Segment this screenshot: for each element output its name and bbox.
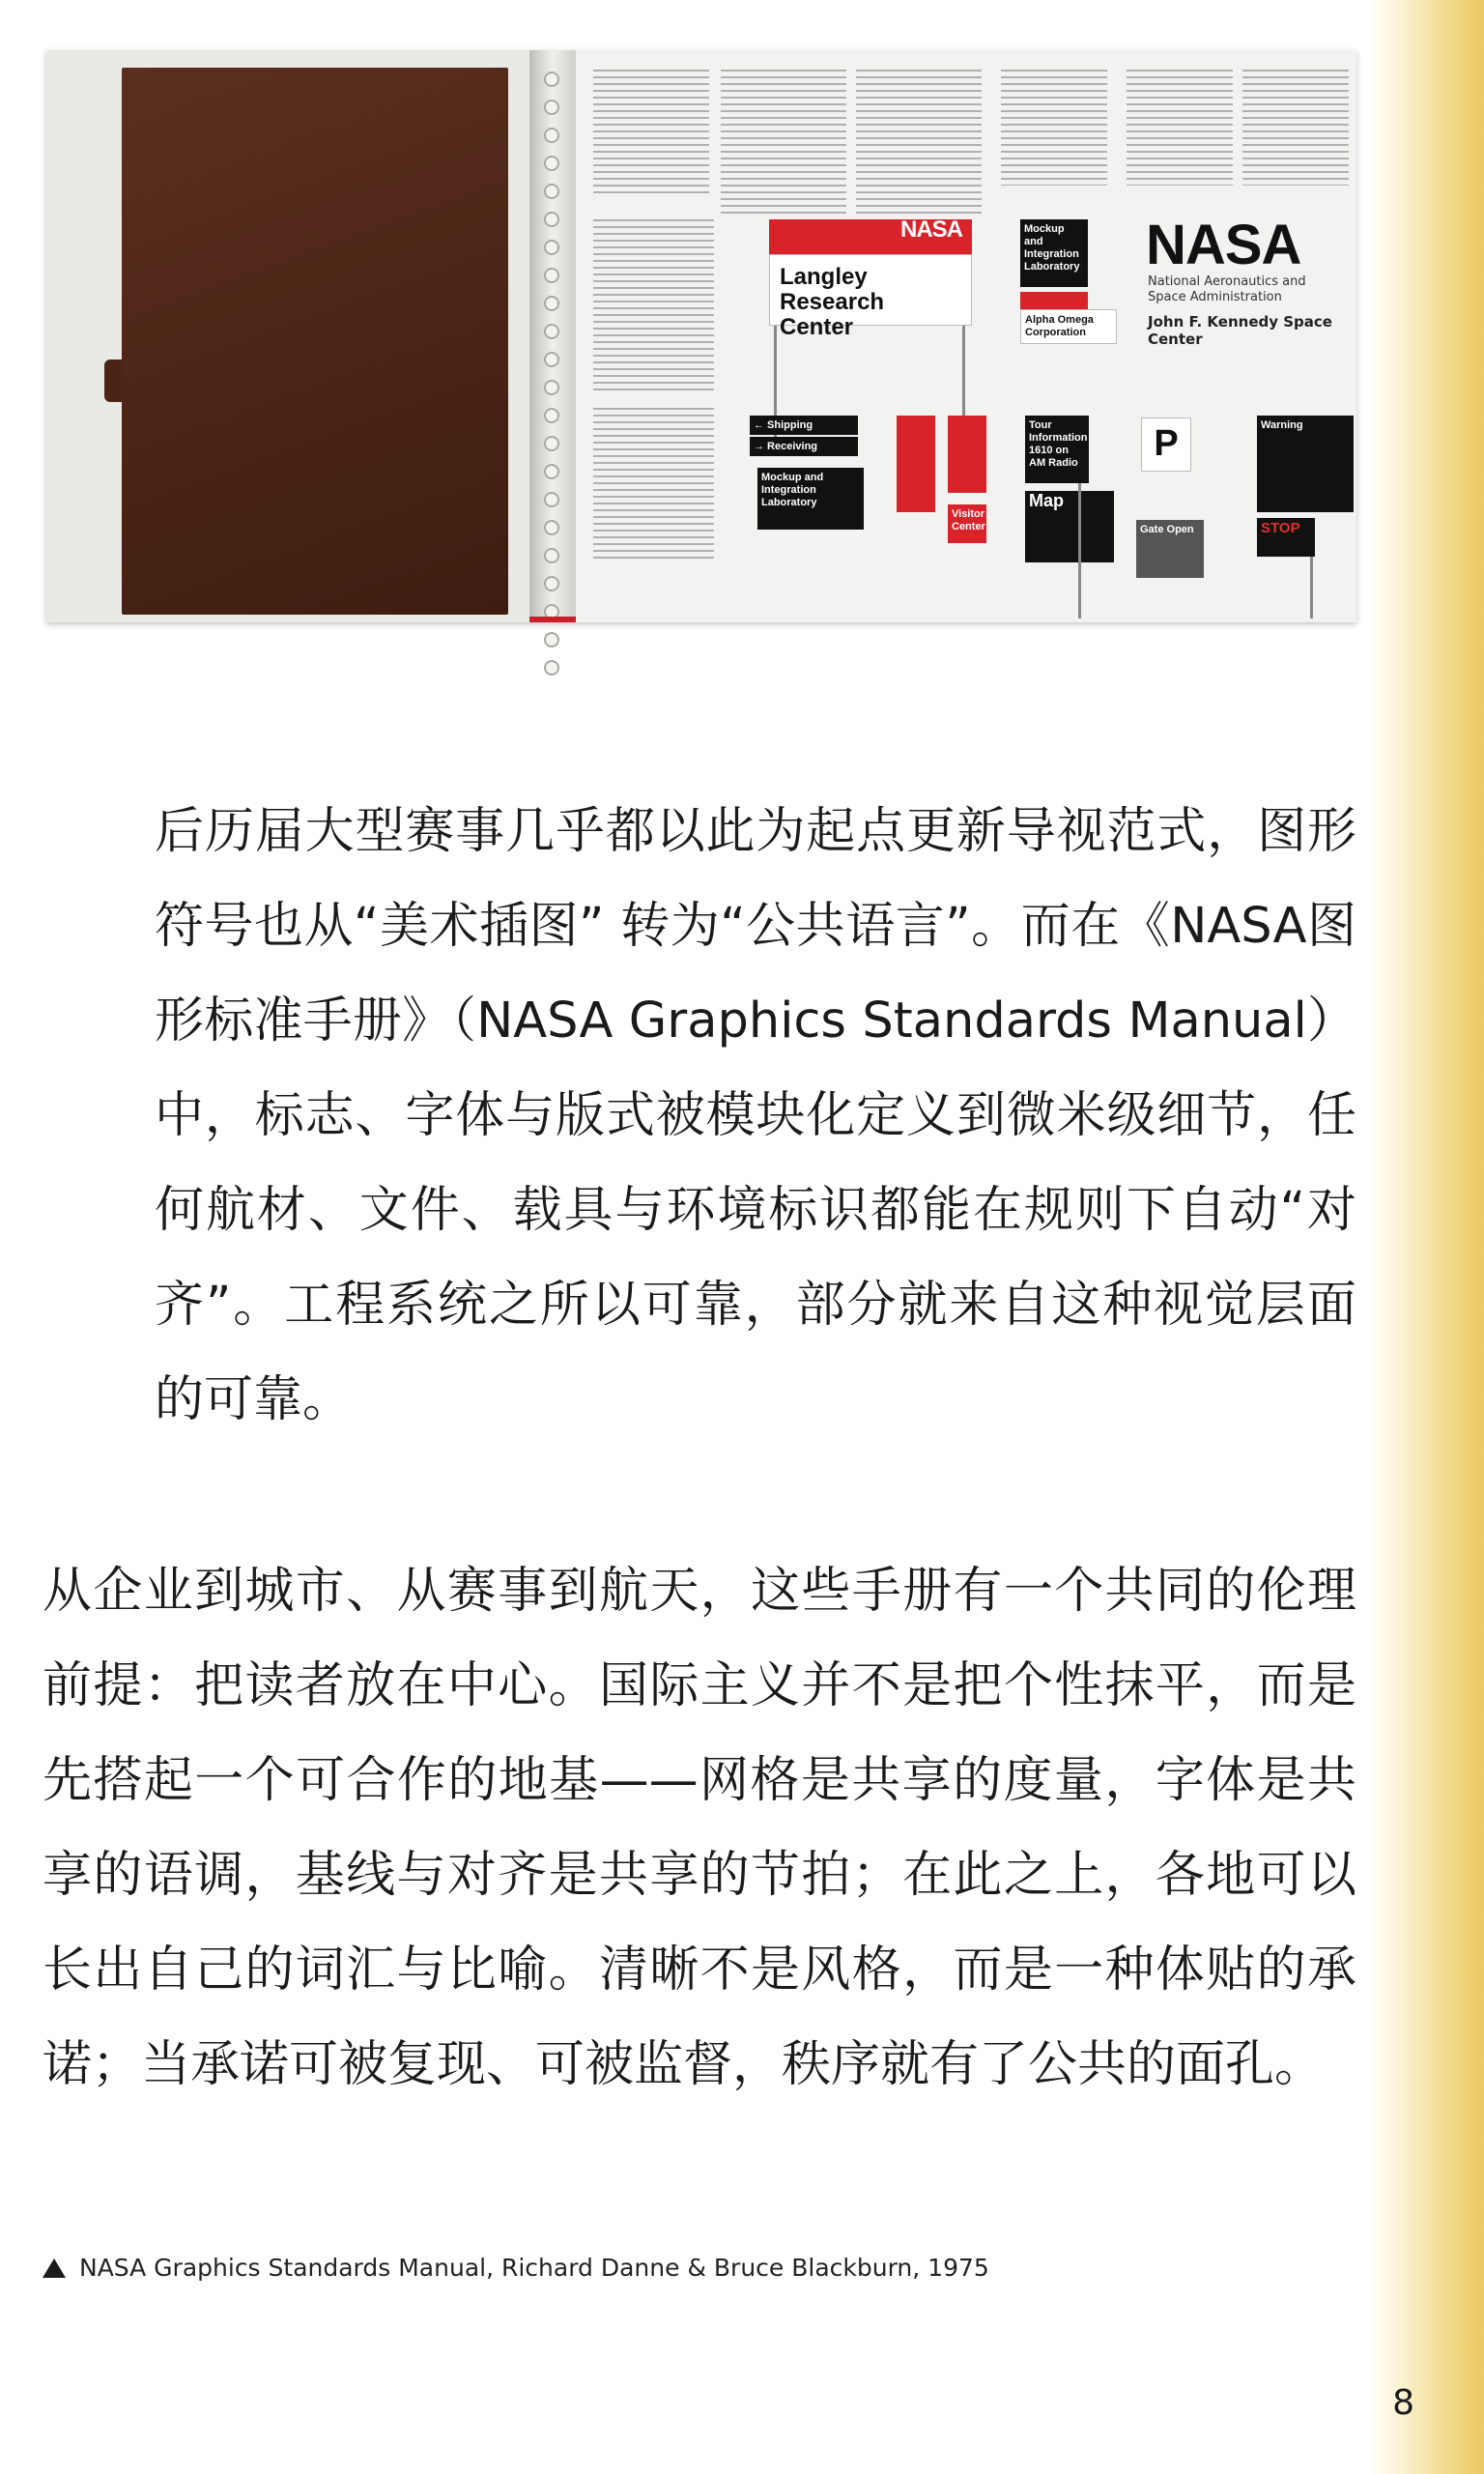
alpha-sign bbox=[1020, 309, 1117, 344]
article-paragraph-2: 从企业到城市、从赛事到航天，这些手册有一个共同的伦理前提：把读者放在中心。国际主义并不是把个性抹平，而是先搭起一个可合作的地基——网格是共享的度量，字体是共享的语调，基线与对齐是共享的节拍；在此之上，各地可以长出自己的词汇与比喻。清晰不是风格，而是一种体贴的承诺；当承诺可被复现、可被监督，秩序就有了公共的面孔。 bbox=[43, 1563, 1356, 2093]
nasa-full-name: National Aeronautics and Space Administration bbox=[1148, 274, 1306, 304]
left-page bbox=[46, 50, 531, 622]
warning-sign bbox=[1257, 416, 1354, 512]
mockup-sign-2 bbox=[757, 468, 864, 530]
binder-rings bbox=[541, 72, 562, 613]
red-arrow-sign-2 bbox=[948, 416, 986, 493]
shipping-sign bbox=[750, 416, 858, 435]
receiving-text: → Receiving bbox=[754, 441, 818, 452]
alpha-red-bar bbox=[1020, 292, 1088, 309]
shipping-text: ← Shipping bbox=[754, 419, 813, 431]
map-sign bbox=[1025, 491, 1114, 562]
article-paragraph-1: 后历届大型赛事几乎都以此为起点更新导视范式，图形符号也从“美术插图” 转为“公共语言”。而在《NASA图形标准手册》（NASA Graphics Standards Manual）中，标志、字体与版式被模块化定义到微米级细节，任何航材、文件、载具与环境标识都能在规则下自动“对齐”。工程系统之所以可靠，部分就来自这种视觉层面的可靠。 bbox=[155, 803, 1356, 1428]
langley-sign bbox=[769, 254, 972, 340]
right-page bbox=[576, 50, 1356, 622]
langley-sign-header bbox=[769, 216, 972, 254]
radio-sign bbox=[1025, 416, 1089, 483]
divider-notch bbox=[104, 360, 124, 402]
gate-sign bbox=[1136, 520, 1204, 578]
brown-divider-sheet bbox=[122, 68, 508, 615]
alpha-sign-text: Alpha Omega Corporation bbox=[1025, 314, 1094, 338]
warning-text: Warning bbox=[1261, 419, 1303, 431]
triangle-up-icon bbox=[43, 2258, 66, 2278]
stop-text: STOP bbox=[1261, 520, 1300, 536]
stop-sign bbox=[1257, 518, 1315, 557]
receiving-sign bbox=[750, 437, 858, 456]
mockup-sign bbox=[1020, 219, 1088, 287]
caption-text: NASA Graphics Standards Manual, Richard Danne & Bruce Blackburn, 1975 bbox=[79, 2254, 989, 2282]
visitor-text: Visitor Center bbox=[952, 508, 985, 532]
visitor-sign bbox=[948, 504, 986, 543]
kennedy-sign-text: John F. Kennedy Space Center bbox=[1148, 313, 1332, 348]
photo-caption bbox=[43, 2254, 989, 2282]
parking-sign bbox=[1141, 417, 1191, 472]
red-arrow-sign-1 bbox=[897, 416, 935, 512]
nasa-logotype: NASA bbox=[899, 216, 962, 243]
langley-sign-text: Langley Research Center bbox=[780, 264, 885, 340]
parking-text: P bbox=[1154, 423, 1179, 464]
gate-text: Gate Open bbox=[1140, 524, 1194, 535]
mockup-sign-2-text: Mockup and Integration Laboratory bbox=[761, 472, 824, 508]
mockup-sign-text: Mockup and Integration Laboratory bbox=[1024, 223, 1080, 273]
nasa-big-logotype: NASA bbox=[1146, 214, 1301, 276]
radio-text: Tour Information 1610 on AM Radio bbox=[1029, 419, 1088, 469]
page-number: 8 bbox=[1392, 2383, 1414, 2423]
nasa-manual-photo bbox=[46, 50, 1356, 622]
gold-side-band bbox=[1368, 0, 1484, 2474]
map-text: Map bbox=[1029, 491, 1064, 510]
